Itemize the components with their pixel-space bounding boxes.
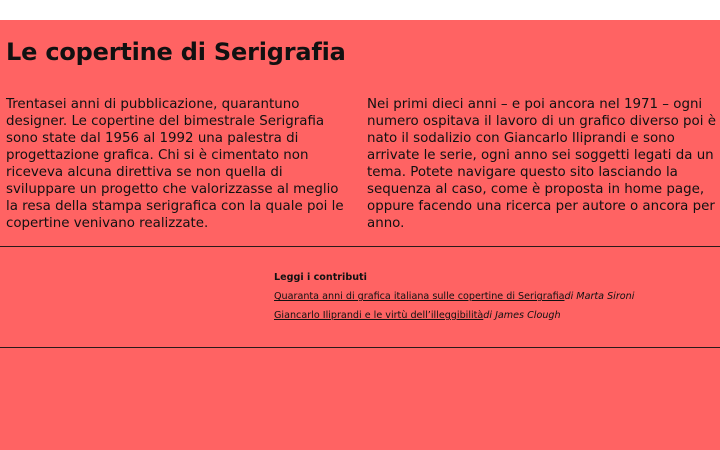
contributions-section bbox=[274, 268, 634, 325]
main-section bbox=[0, 20, 720, 450]
top-bar bbox=[0, 0, 720, 20]
contribution-item bbox=[274, 287, 634, 306]
contribution-item bbox=[274, 306, 634, 325]
contribution-link-clough[interactable]: Giancarlo Iliprandi e le virtù dell’illeggibilità bbox=[274, 310, 484, 321]
contributions-heading: Leggi i contributi bbox=[274, 272, 367, 283]
divider-top bbox=[0, 246, 720, 247]
intro-paragraph-left: Trentasei anni di pubblicazione, quarantuno designer. Le copertine del bimestrale Serigrafia sono state dal 1956 al 1992 una palestra di progettazione grafica. Chi si è cimentato non riceveva alcuna direttiva se non quella di sviluppare un progetto che valorizzasse al meglio la resa della stampa serigrafica con la quale poi le copertine venivano realizzate. bbox=[6, 97, 344, 231]
divider-bottom bbox=[0, 347, 720, 348]
page-title: Le copertine di Serigrafia bbox=[6, 38, 346, 66]
contribution-link-sironi[interactable]: Quaranta anni di grafica italiana sulle copertine di Serigrafia bbox=[274, 291, 565, 302]
contribution-author: di James Clough bbox=[483, 310, 561, 321]
contribution-author: di Marta Sironi bbox=[564, 291, 635, 302]
intro-paragraph-right: Nei primi dieci anni – e poi ancora nel 1971 – ogni numero ospitava il lavoro di un grafico diverso poi è nato il sodalizio con Giancarlo Iliprandi e sono arrivate le serie, ogni anno sei soggetti legati da un tema. Potete navigare questo sito lasciando la sequenza al caso, come è proposta in home page, oppure facendo una ricerca per autore o ancora per anno. bbox=[367, 97, 716, 231]
